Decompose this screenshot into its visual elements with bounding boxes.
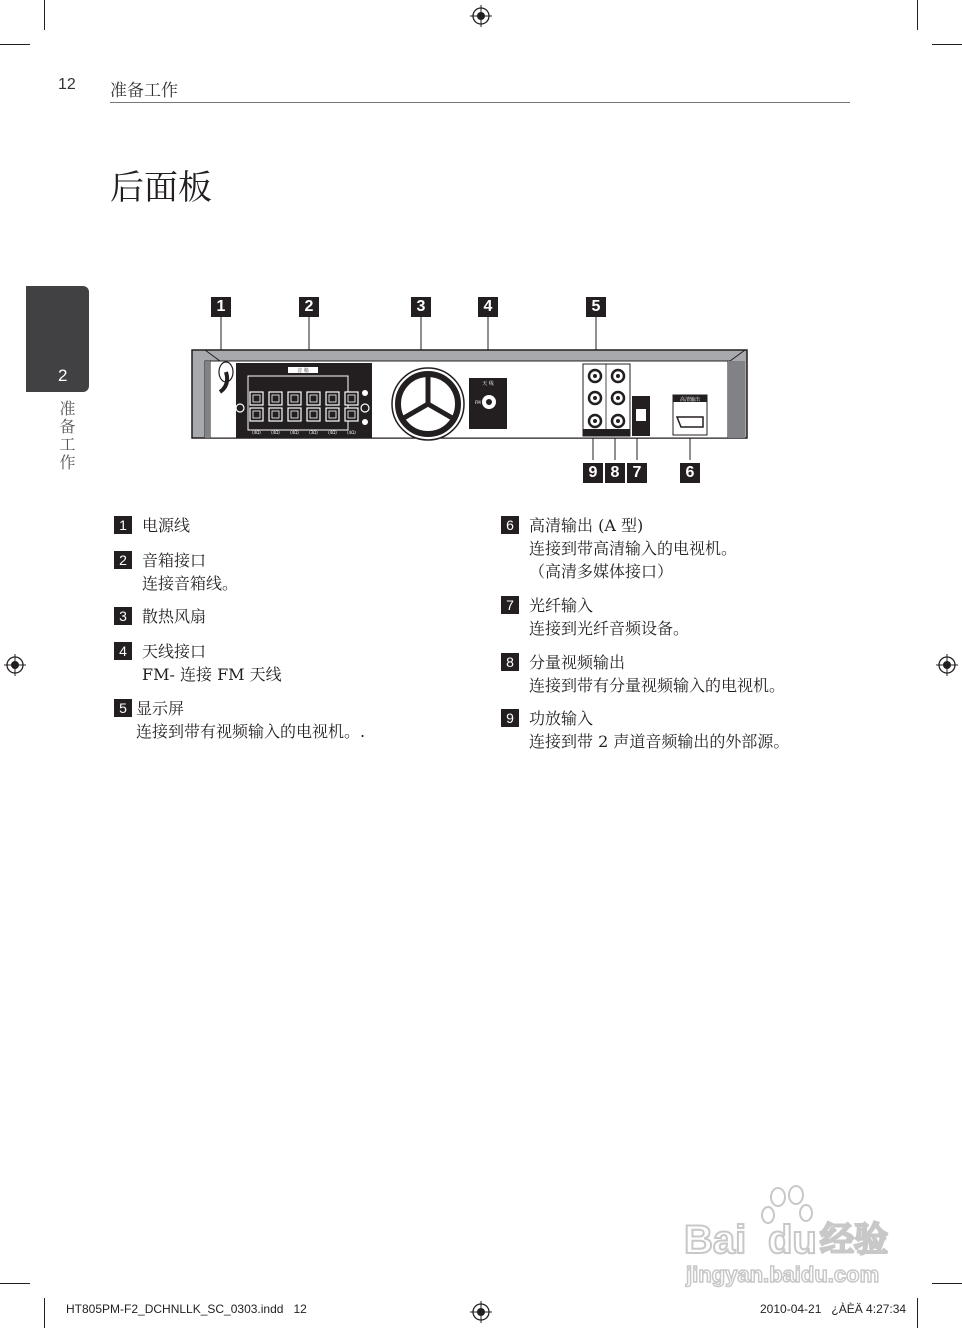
chapter-number: 2	[58, 366, 68, 385]
speaker-terminal	[250, 408, 263, 421]
item-desc: FM- 连接 FM 天线	[142, 665, 282, 684]
crop-mark	[44, 1298, 45, 1328]
item-desc: 连接到光纤音频设备。	[529, 619, 690, 638]
hdmi-label: 高清输出	[679, 397, 701, 403]
feature-item-2	[114, 549, 238, 595]
callout-8: 8	[605, 463, 625, 483]
item-title: 天线接口	[142, 642, 207, 661]
impedance-label: (4Ω)	[271, 430, 280, 435]
speaker-terminal	[345, 392, 358, 405]
callout-3: 3	[411, 297, 431, 317]
watermark-brand-du: du	[768, 1218, 817, 1262]
registration-mark-icon	[4, 654, 26, 676]
watermark-url: jingyan.baidu.com	[686, 1262, 880, 1287]
item-number: 3	[114, 607, 132, 625]
item-number: 7	[501, 596, 519, 614]
feature-item-9	[501, 707, 789, 753]
callout-1: 1	[211, 297, 231, 317]
antenna-label: 天 线	[482, 381, 494, 387]
page-title: 后面板	[110, 168, 212, 208]
impedance-label: (4Ω)	[290, 430, 299, 435]
watermark-brand: Bai	[684, 1218, 747, 1262]
item-desc: （高清多媒体接口）	[529, 562, 674, 581]
callout-6: 6	[680, 463, 700, 483]
speaker-terminal	[288, 392, 301, 405]
speaker-label: 音 箱	[297, 368, 309, 374]
item-number: 6	[501, 516, 519, 534]
callout-5: 5	[586, 297, 606, 317]
feature-item-5	[114, 697, 365, 743]
callout-2: 2	[299, 297, 319, 317]
feature-item-4	[114, 640, 282, 686]
footer-timestamp: 2010-04-21 ¿ÀÈÄ 4:27:34	[760, 1302, 907, 1316]
chapter-label: 准备工作	[57, 400, 76, 472]
feature-item-3	[114, 605, 206, 628]
item-desc: 连接到带 2 声道音频输出的外部源。	[529, 732, 790, 751]
feature-item-8	[501, 651, 785, 697]
feature-item-6	[501, 514, 737, 583]
rear-panel-diagram	[180, 290, 760, 460]
item-title: 分量视频输出	[529, 653, 626, 672]
impedance-label: (4Ω)	[252, 430, 261, 435]
fm-label: FM	[475, 400, 481, 405]
registration-mark-icon	[470, 5, 492, 27]
item-title: 功放输入	[529, 709, 594, 728]
item-desc: 连接音箱线。	[142, 574, 239, 593]
item-number: 4	[114, 642, 132, 660]
impedance-label: (3Ω)	[309, 430, 318, 435]
header-divider	[110, 102, 850, 103]
callout-9: 9	[583, 463, 603, 483]
crop-mark	[0, 44, 30, 45]
speaker-terminal	[326, 408, 339, 421]
crop-mark	[0, 1283, 30, 1284]
item-number: 5	[114, 699, 132, 717]
watermark-product: 经验	[820, 1220, 888, 1260]
item-title: 显示屏	[136, 699, 185, 718]
impedance-label: (4Ω)	[328, 430, 337, 435]
speaker-terminal	[326, 392, 339, 405]
item-title: 高清输出 (A 型)	[529, 516, 644, 535]
registration-mark-icon	[470, 1301, 492, 1323]
feature-item-1	[114, 514, 190, 537]
speaker-terminal	[288, 408, 301, 421]
item-title: 电源线	[142, 516, 191, 535]
registration-mark-icon	[936, 654, 958, 676]
callout-4: 4	[478, 297, 498, 317]
speaker-terminal	[269, 408, 282, 421]
item-desc: 连接到带高清输入的电视机。	[529, 539, 738, 558]
impedance-label: (4Ω)	[347, 430, 356, 435]
feature-item-7	[501, 594, 689, 640]
item-title: 音箱接口	[142, 551, 207, 570]
item-number: 2	[114, 551, 132, 569]
crop-mark	[917, 0, 918, 30]
item-title: 散热风扇	[142, 607, 207, 626]
item-desc: 连接到带有分量视频输入的电视机。	[529, 676, 786, 695]
crop-mark	[44, 0, 45, 30]
item-number: 9	[501, 709, 519, 727]
crop-mark	[932, 1283, 962, 1284]
page-number: 12	[58, 76, 76, 93]
speaker-terminal	[307, 392, 320, 405]
footer-file-info: HT805PM-F2_DCHNLLK_SC_0303.indd 12	[66, 1302, 307, 1316]
baidu-jingyan-watermark	[682, 1185, 912, 1295]
section-title: 准备工作	[110, 81, 178, 101]
callout-7: 7	[627, 463, 647, 483]
speaker-terminal	[307, 408, 320, 421]
item-number: 8	[501, 653, 519, 671]
speaker-terminal	[269, 392, 282, 405]
item-title: 光纤输入	[529, 596, 594, 615]
speaker-terminal	[345, 408, 358, 421]
speaker-terminal	[250, 392, 263, 405]
crop-mark	[917, 1298, 918, 1328]
item-desc: 连接到带有视频输入的电视机。.	[136, 722, 366, 741]
item-number: 1	[114, 516, 132, 534]
crop-mark	[932, 44, 962, 45]
